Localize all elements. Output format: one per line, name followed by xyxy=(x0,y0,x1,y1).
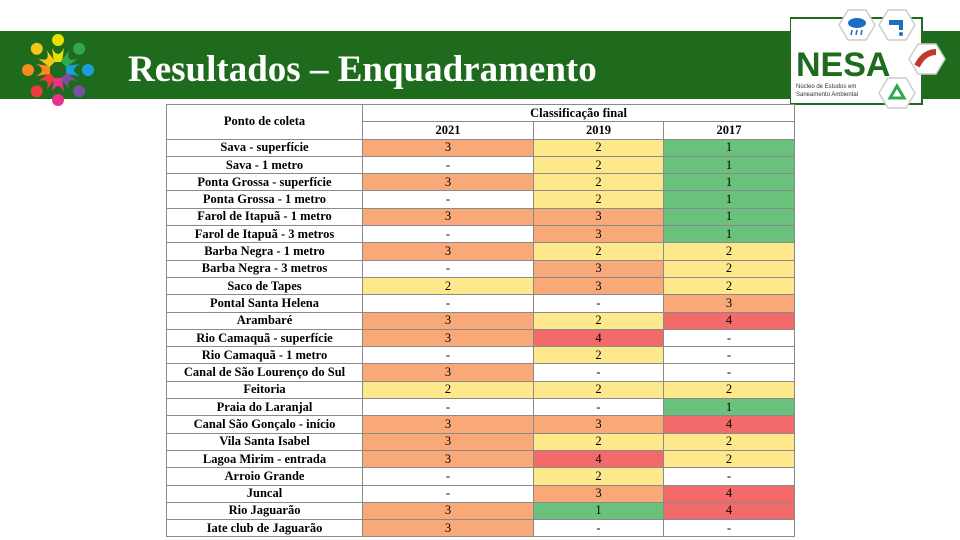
class-cell-2019: 4 xyxy=(534,329,664,346)
class-cell-2021: - xyxy=(363,191,534,208)
class-cell-2021: - xyxy=(363,295,534,312)
table-row xyxy=(167,139,795,156)
location-cell: Canal de São Lourenço do Sul xyxy=(167,364,363,381)
location-cell: Rio Camaquã - 1 metro xyxy=(167,347,363,364)
class-cell-2019: 4 xyxy=(534,450,664,467)
column-header-location: Ponto de coleta xyxy=(167,105,363,140)
location-cell: Farol de Itapuã - 1 metro xyxy=(167,208,363,225)
table-row xyxy=(167,312,795,329)
class-cell-2021: - xyxy=(363,156,534,173)
nesa-logo xyxy=(790,8,958,114)
class-cell-2019: - xyxy=(534,295,664,312)
class-cell-2019: 2 xyxy=(534,174,664,191)
svg-text:Saneamento Ambiental: Saneamento Ambiental xyxy=(796,92,859,98)
location-cell: Feitoria xyxy=(167,381,363,398)
class-cell-2019: - xyxy=(534,520,664,537)
table-row xyxy=(167,347,795,364)
table-row xyxy=(167,329,795,346)
class-cell-2017: 2 xyxy=(664,450,795,467)
class-cell-2017: 3 xyxy=(664,295,795,312)
class-cell-2019: 2 xyxy=(534,243,664,260)
results-table-body xyxy=(167,139,795,537)
location-cell: Farol de Itapuã - 3 metros xyxy=(167,226,363,243)
class-cell-2021: 3 xyxy=(363,450,534,467)
class-cell-2019: 3 xyxy=(534,226,664,243)
class-cell-2017: 4 xyxy=(664,502,795,519)
class-cell-2017: - xyxy=(664,329,795,346)
class-cell-2021: 3 xyxy=(363,208,534,225)
class-cell-2019: 2 xyxy=(534,312,664,329)
class-cell-2021: - xyxy=(363,468,534,485)
class-cell-2019: 1 xyxy=(534,502,664,519)
location-cell: Arambaré xyxy=(167,312,363,329)
table-row xyxy=(167,156,795,173)
table-row xyxy=(167,381,795,398)
table-row xyxy=(167,520,795,537)
class-cell-2021: 3 xyxy=(363,364,534,381)
class-cell-2017: 2 xyxy=(664,260,795,277)
location-cell: Iate club de Jaguarão xyxy=(167,520,363,537)
class-cell-2019: 2 xyxy=(534,347,664,364)
table-row xyxy=(167,416,795,433)
class-cell-2019: 3 xyxy=(534,208,664,225)
location-cell: Barba Negra - 1 metro xyxy=(167,243,363,260)
class-cell-2017: 1 xyxy=(664,156,795,173)
location-cell: Rio Jaguarão xyxy=(167,502,363,519)
class-cell-2017: 4 xyxy=(664,416,795,433)
class-cell-2017: 1 xyxy=(664,174,795,191)
class-cell-2021: - xyxy=(363,347,534,364)
class-cell-2017: 1 xyxy=(664,226,795,243)
column-group-header: Classificação final xyxy=(363,105,795,122)
table-row xyxy=(167,226,795,243)
svg-text:Núcleo de Estudos em: Núcleo de Estudos em xyxy=(796,84,857,90)
table-row xyxy=(167,450,795,467)
class-cell-2017: - xyxy=(664,520,795,537)
class-cell-2021: 3 xyxy=(363,520,534,537)
class-cell-2021: 2 xyxy=(363,277,534,294)
class-cell-2019: - xyxy=(534,364,664,381)
table-row xyxy=(167,399,795,416)
results-table xyxy=(166,104,795,537)
class-cell-2019: 3 xyxy=(534,416,664,433)
class-cell-2017: 2 xyxy=(664,277,795,294)
location-cell: Saco de Tapes xyxy=(167,277,363,294)
class-cell-2021: 3 xyxy=(363,416,534,433)
class-cell-2017: 1 xyxy=(664,191,795,208)
class-cell-2017: - xyxy=(664,347,795,364)
class-cell-2021: - xyxy=(363,226,534,243)
location-cell: Praia do Laranjal xyxy=(167,399,363,416)
page-title: Resultados – Enquadramento xyxy=(128,49,597,90)
people-circle-logo-icon xyxy=(14,26,102,112)
class-cell-2017: 2 xyxy=(664,243,795,260)
location-cell: Pontal Santa Helena xyxy=(167,295,363,312)
location-cell: Rio Camaquã - superfície xyxy=(167,329,363,346)
class-cell-2021: - xyxy=(363,260,534,277)
location-cell: Canal São Gonçalo - início xyxy=(167,416,363,433)
class-cell-2021: 3 xyxy=(363,433,534,450)
year-header-2017: 2017 xyxy=(664,122,795,139)
class-cell-2021: - xyxy=(363,485,534,502)
class-cell-2021: 3 xyxy=(363,174,534,191)
table-row xyxy=(167,295,795,312)
location-cell: Ponta Grossa - superfície xyxy=(167,174,363,191)
table-row xyxy=(167,502,795,519)
year-header-2021: 2021 xyxy=(363,122,534,139)
location-cell: Arroio Grande xyxy=(167,468,363,485)
class-cell-2017: 2 xyxy=(664,381,795,398)
table-row xyxy=(167,433,795,450)
table-row xyxy=(167,191,795,208)
class-cell-2019: 3 xyxy=(534,260,664,277)
class-cell-2017: 4 xyxy=(664,485,795,502)
class-cell-2021: 2 xyxy=(363,381,534,398)
year-header-2019: 2019 xyxy=(534,122,664,139)
class-cell-2017: - xyxy=(664,468,795,485)
class-cell-2019: 2 xyxy=(534,139,664,156)
class-cell-2017: 1 xyxy=(664,139,795,156)
table-row xyxy=(167,208,795,225)
table-row xyxy=(167,260,795,277)
class-cell-2021: 3 xyxy=(363,502,534,519)
location-cell: Sava - 1 metro xyxy=(167,156,363,173)
class-cell-2019: 2 xyxy=(534,191,664,208)
table-row xyxy=(167,277,795,294)
class-cell-2019: - xyxy=(534,399,664,416)
location-cell: Lagoa Mirim - entrada xyxy=(167,450,363,467)
table-row xyxy=(167,174,795,191)
class-cell-2019: 3 xyxy=(534,485,664,502)
class-cell-2019: 2 xyxy=(534,381,664,398)
class-cell-2019: 2 xyxy=(534,433,664,450)
class-cell-2017: 1 xyxy=(664,208,795,225)
location-cell: Juncal xyxy=(167,485,363,502)
table-row xyxy=(167,243,795,260)
table-row xyxy=(167,485,795,502)
class-cell-2017: 2 xyxy=(664,433,795,450)
class-cell-2021: 3 xyxy=(363,243,534,260)
svg-text:NESA: NESA xyxy=(796,46,891,84)
class-cell-2019: 2 xyxy=(534,468,664,485)
class-cell-2019: 3 xyxy=(534,277,664,294)
class-cell-2017: 4 xyxy=(664,312,795,329)
class-cell-2021: - xyxy=(363,399,534,416)
class-cell-2021: 3 xyxy=(363,139,534,156)
table-row xyxy=(167,468,795,485)
class-cell-2017: - xyxy=(664,364,795,381)
location-cell: Barba Negra - 3 metros xyxy=(167,260,363,277)
class-cell-2017: 1 xyxy=(664,399,795,416)
location-cell: Sava - superfície xyxy=(167,139,363,156)
class-cell-2021: 3 xyxy=(363,329,534,346)
class-cell-2019: 2 xyxy=(534,156,664,173)
location-cell: Vila Santa Isabel xyxy=(167,433,363,450)
table-row xyxy=(167,364,795,381)
class-cell-2021: 3 xyxy=(363,312,534,329)
location-cell: Ponta Grossa - 1 metro xyxy=(167,191,363,208)
